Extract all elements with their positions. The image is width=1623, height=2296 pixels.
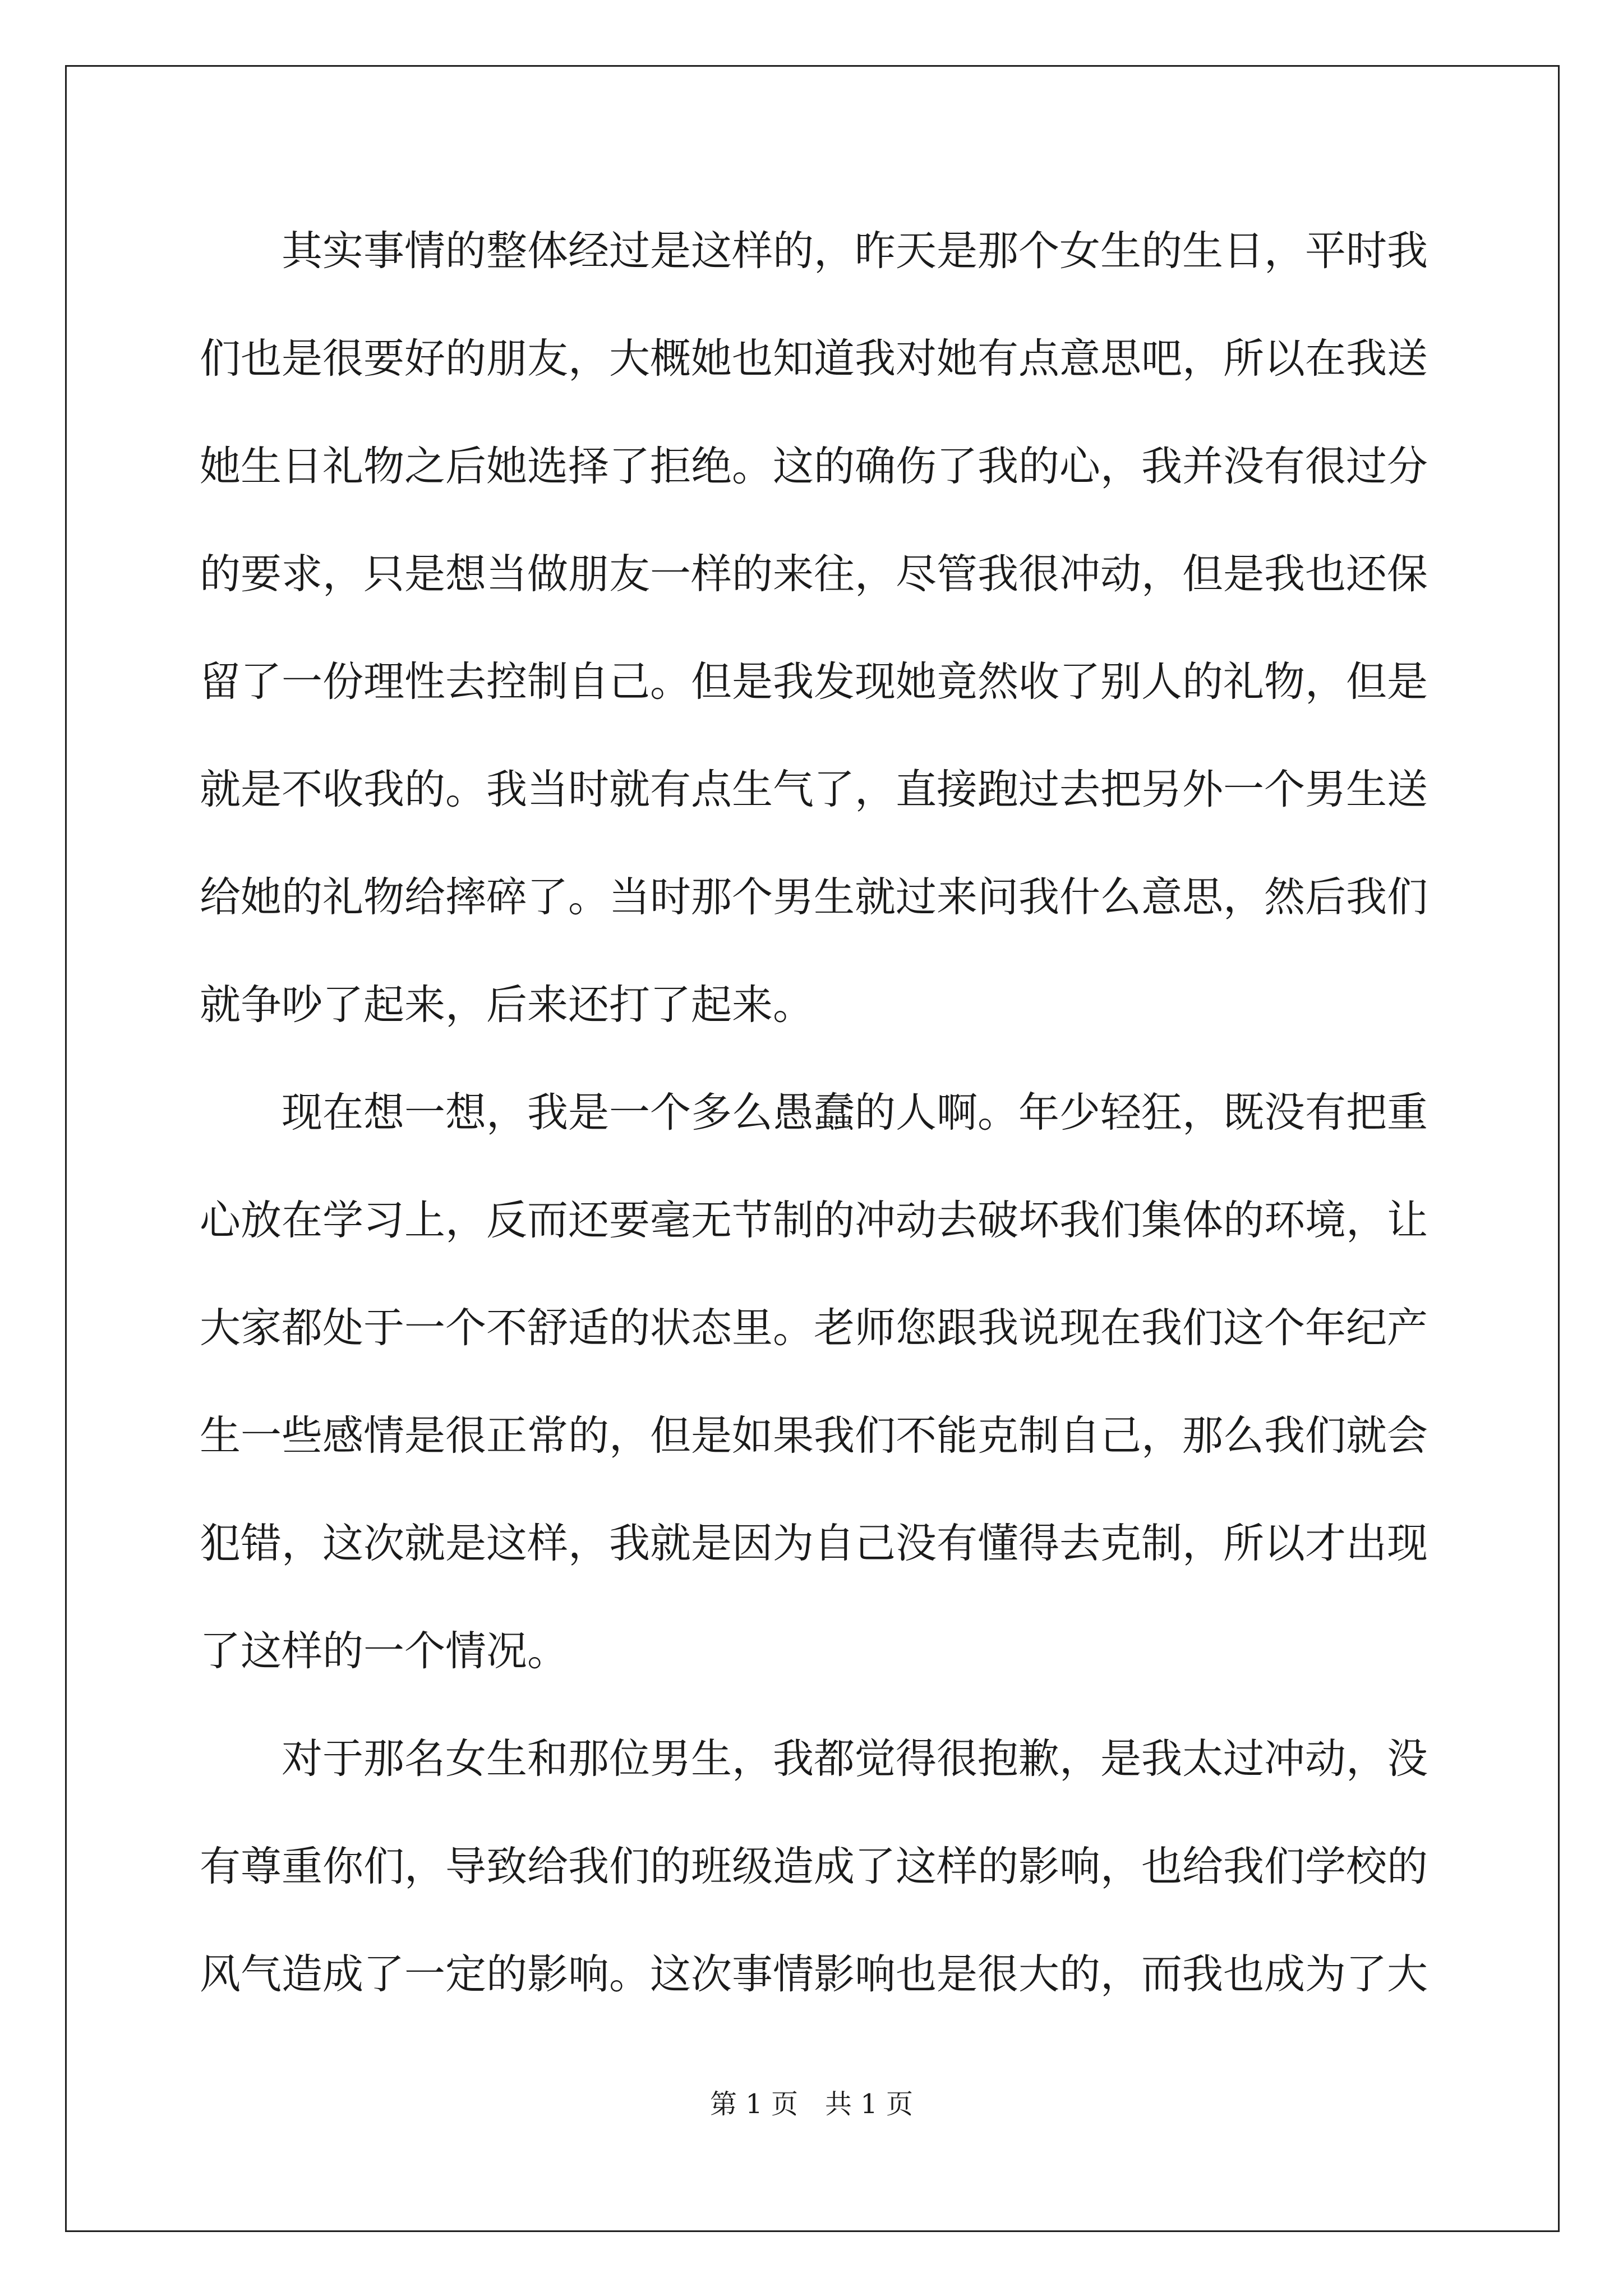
- text-line: 生一些感情是很正常的，但是如果我们不能克制自己，那么我们就会: [200, 1412, 1428, 1460]
- text-line: 就是不收我的。我当时就有点生气了，直接跑过去把另外一个男生送: [200, 766, 1428, 813]
- text-line: 给她的礼物给摔碎了。当时那个男生就过来问我什么意思，然后我们: [200, 873, 1428, 921]
- text-line: 们也是很要好的朋友，大概她也知道我对她有点意思吧，所以在我送: [200, 335, 1428, 383]
- text-line: 的要求，只是想当做朋友一样的来往，尽管我很冲动，但是我也还保: [200, 550, 1428, 598]
- text-line: 有尊重你们，导致给我们的班级造成了这样的影响，也给我们学校的: [200, 1843, 1428, 1890]
- text-line: 对于那名女生和那位男生，我都觉得很抱歉，是我太过冲动，没: [282, 1735, 1428, 1783]
- text-line: 她生日礼物之后她选择了拒绝。这的确伤了我的心，我并没有很过分: [200, 443, 1428, 490]
- document-body: [200, 219, 1428, 2050]
- page-footer: [0, 2082, 1623, 2121]
- text-line: 风气造成了一定的影响。这次事情影响也是很大的，而我也成为了大: [200, 1950, 1428, 1998]
- text-line: 心放在学习上，反而还要毫无节制的冲动去破坏我们集体的环境，让: [200, 1197, 1428, 1244]
- text-line: 留了一份理性去控制自己。但是我发现她竟然收了别人的礼物，但是: [200, 658, 1428, 706]
- text-line: 大家都处于一个不舒适的状态里。老师您跟我说现在我们这个年纪产: [200, 1304, 1428, 1352]
- page-number-label: 第 1 页 共 1 页: [709, 2088, 914, 2120]
- text-line: 现在想一想，我是一个多么愚蠢的人啊。年少轻狂，既没有把重: [282, 1089, 1428, 1137]
- text-line: 了这样的一个情况。: [200, 1627, 568, 1675]
- text-line: 犯错，这次就是这样，我就是因为自己没有懂得去克制，所以才出现: [200, 1520, 1428, 1567]
- text-line: 其实事情的整体经过是这样的，昨天是那个女生的生日，平时我: [282, 227, 1428, 275]
- text-line: 就争吵了起来，后来还打了起来。: [200, 981, 814, 1029]
